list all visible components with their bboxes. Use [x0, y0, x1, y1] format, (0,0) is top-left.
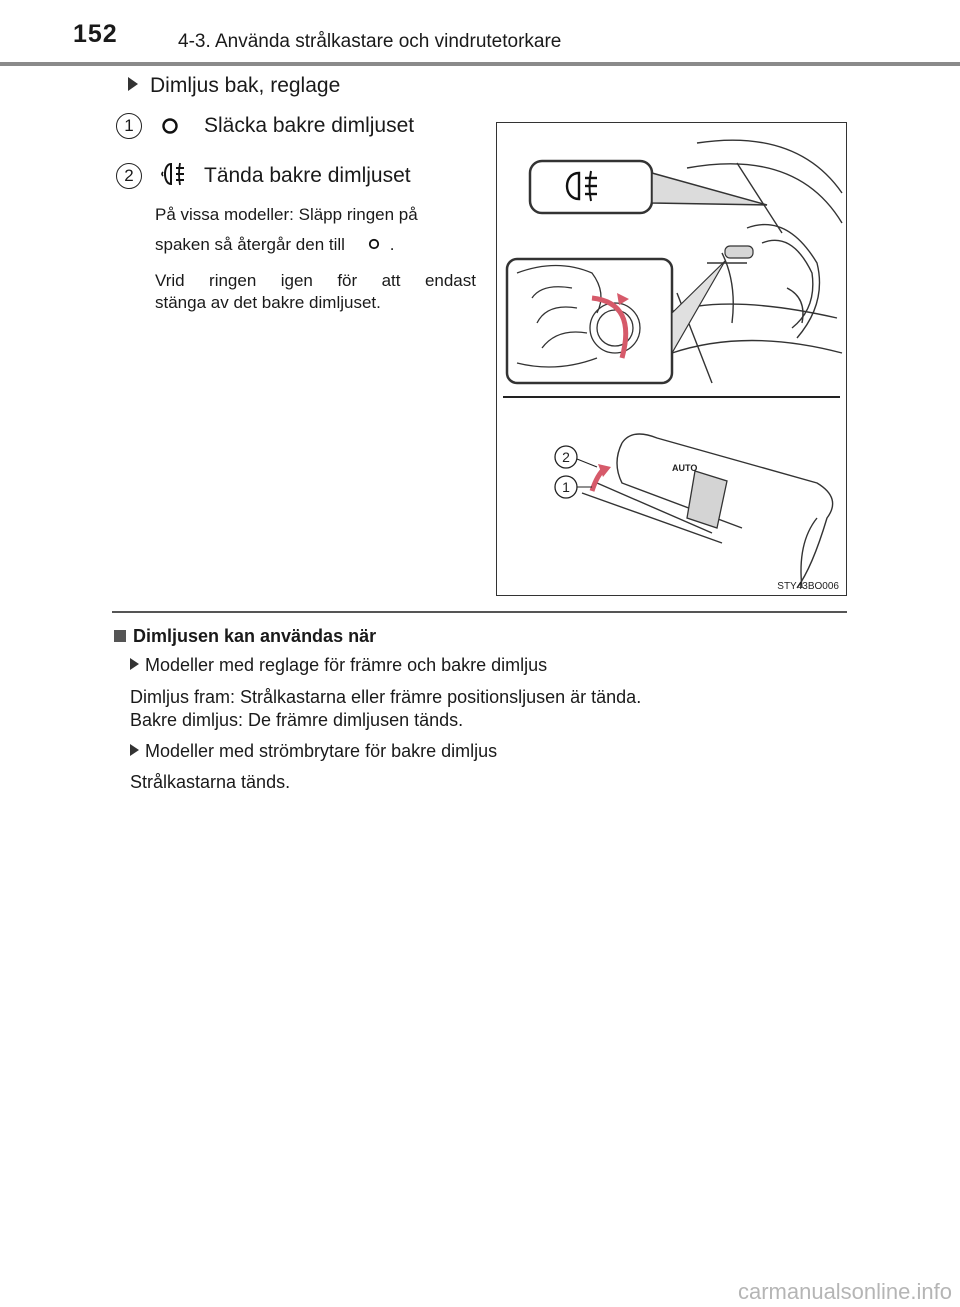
notes-line: Dimljus fram: Strålkastarna eller främre positionsljusen är tända.: [130, 687, 642, 707]
triangle-bullet-icon: [130, 658, 139, 670]
item-number-badge: 1: [116, 113, 142, 139]
off-ring-small-icon: [350, 237, 390, 251]
callout-1: 1: [562, 479, 570, 495]
notes-line: Strålkastarna tänds.: [130, 772, 291, 792]
subsection-heading: Dimljus bak, reglage: [128, 74, 340, 98]
notes-group-heading: Modeller med reglage för främre och bakre dimljus: [130, 654, 547, 677]
paragraph-line: På vissa modeller: Släpp ringen på: [155, 205, 418, 224]
notes-line: Bakre dimljus: De främre dimljusen tänds.: [130, 710, 464, 730]
header-rule: [0, 62, 960, 66]
triangle-bullet-icon: [130, 744, 139, 756]
notes-heading: Dimljusen kan användas när: [114, 626, 376, 647]
square-bullet-icon: [114, 630, 126, 642]
item-label-on: Tända bakre dimljuset: [204, 164, 411, 187]
section-title: 4-3. Använda strålkastare och vindrutetorkare: [178, 31, 562, 52]
page-number: 152: [73, 20, 118, 48]
callout-2: 2: [562, 449, 570, 465]
off-ring-icon: [159, 115, 181, 137]
paragraph-line: spaken så återgår den till .: [155, 235, 395, 254]
item-label-off: Släcka bakre dimljuset: [204, 114, 415, 137]
figure-illustration: [497, 123, 846, 595]
auto-label: AUTO: [672, 463, 698, 473]
figure-frame: [496, 122, 847, 596]
figure-code: STY43BO006: [777, 581, 839, 592]
item-number-badge: 2: [116, 163, 142, 189]
watermark: carmanualsonline.info: [737, 1279, 952, 1304]
notes-group-heading: Modeller med strömbrytare för bakre dimljus: [130, 740, 497, 763]
paragraph-line: Vrid ringen igen för att endast: [155, 271, 476, 290]
section-rule: [112, 611, 847, 613]
rear-fog-icon: [157, 160, 187, 190]
triangle-bullet-icon: [128, 77, 138, 91]
paragraph-line: stänga av det bakre dimljuset.: [155, 293, 381, 312]
